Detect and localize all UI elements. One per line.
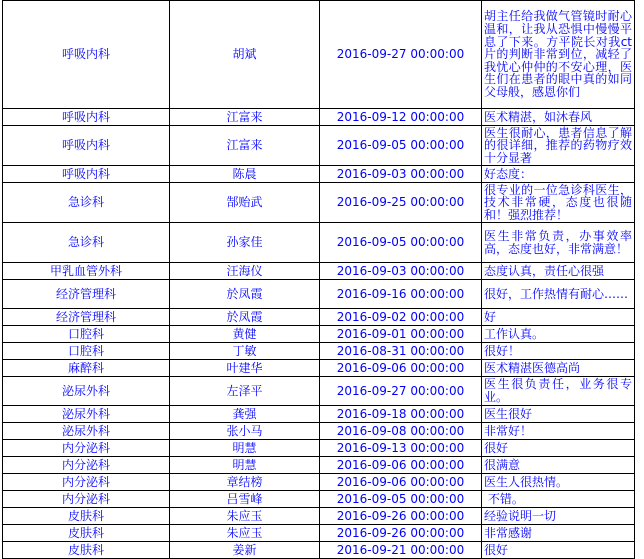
datetime-cell: 2016-09-06 00:00:00 xyxy=(320,457,482,474)
datetime-cell: 2016-09-12 00:00:00 xyxy=(320,109,482,126)
datetime-cell: 2016-09-02 00:00:00 xyxy=(320,309,482,326)
comment-cell: 医术精湛，如沐春风 xyxy=(482,109,635,126)
comment-cell: 医生非常负责，办事效率高，态度也好，非常满意！ xyxy=(482,223,635,263)
department-cell: 口腔科 xyxy=(3,326,170,343)
department-cell: 泌尿外科 xyxy=(3,377,170,406)
comment-cell: 非常好！ xyxy=(482,423,635,440)
department-cell: 皮肤科 xyxy=(3,525,170,542)
comment-cell: 经验说明一切 xyxy=(482,508,635,525)
department-cell: 内分泌科 xyxy=(3,440,170,457)
comment-cell: 很专业的一位急诊科医生，技术非常硬，态度也很随和！强烈推荐！ xyxy=(482,183,635,223)
department-cell: 呼吸内科 xyxy=(3,166,170,183)
doctor-cell: 明慧 xyxy=(170,440,320,457)
department-cell: 泌尿外科 xyxy=(3,423,170,440)
comment-cell: 不错。 xyxy=(482,491,635,508)
table-row xyxy=(3,309,635,326)
department-cell: 急诊科 xyxy=(3,223,170,263)
table-row xyxy=(3,126,635,166)
comment-cell: 工作认真。 xyxy=(482,326,635,343)
review-table xyxy=(2,0,635,559)
table-row xyxy=(3,508,635,525)
doctor-cell: 孙家佳 xyxy=(170,223,320,263)
comment-cell: 态度认真，责任心很强 xyxy=(482,263,635,280)
table-row xyxy=(3,223,635,263)
comment-cell: 非常感谢 xyxy=(482,525,635,542)
doctor-cell: 章结榜 xyxy=(170,474,320,491)
comment-cell: 很好 xyxy=(482,542,635,559)
table-row xyxy=(3,326,635,343)
datetime-cell: 2016-09-13 00:00:00 xyxy=(320,440,482,457)
department-cell: 麻醉科 xyxy=(3,360,170,377)
department-cell: 呼吸内科 xyxy=(3,1,170,109)
doctor-cell: 黄健 xyxy=(170,326,320,343)
datetime-cell: 2016-09-01 00:00:00 xyxy=(320,326,482,343)
comment-cell: 很好！ xyxy=(482,343,635,360)
table-row xyxy=(3,377,635,406)
datetime-cell: 2016-09-18 00:00:00 xyxy=(320,406,482,423)
comment-cell: 医术精湛医德高尚 xyxy=(482,360,635,377)
table-row xyxy=(3,525,635,542)
department-cell: 呼吸内科 xyxy=(3,109,170,126)
table-row xyxy=(3,542,635,559)
comment-cell: 很满意 xyxy=(482,457,635,474)
table-row xyxy=(3,280,635,309)
datetime-cell: 2016-09-05 00:00:00 xyxy=(320,223,482,263)
doctor-cell: 左泽平 xyxy=(170,377,320,406)
datetime-cell: 2016-09-26 00:00:00 xyxy=(320,525,482,542)
comment-cell: 医生很负责任，业务很专业。 xyxy=(482,377,635,406)
doctor-cell: 郜贻武 xyxy=(170,183,320,223)
table-row xyxy=(3,423,635,440)
comment-cell: 很好，工作热情有耐心…… xyxy=(482,280,635,309)
table-row xyxy=(3,109,635,126)
comment-cell: 医生很耐心，患者信息了解的很详细，推荐的药物疗效十分显著 xyxy=(482,126,635,166)
doctor-cell: 於凤霞 xyxy=(170,280,320,309)
doctor-cell: 明慧 xyxy=(170,457,320,474)
table-row xyxy=(3,491,635,508)
department-cell: 甲乳血管外科 xyxy=(3,263,170,280)
table-row xyxy=(3,166,635,183)
department-cell: 内分泌科 xyxy=(3,474,170,491)
department-cell: 内分泌科 xyxy=(3,491,170,508)
datetime-cell: 2016-09-16 00:00:00 xyxy=(320,280,482,309)
datetime-cell: 2016-09-21 00:00:00 xyxy=(320,542,482,559)
datetime-cell: 2016-09-27 00:00:00 xyxy=(320,1,482,109)
department-cell: 呼吸内科 xyxy=(3,126,170,166)
datetime-cell: 2016-09-03 00:00:00 xyxy=(320,263,482,280)
table-row xyxy=(3,343,635,360)
department-cell: 经济管理科 xyxy=(3,309,170,326)
department-cell: 泌尿外科 xyxy=(3,406,170,423)
department-cell: 口腔科 xyxy=(3,343,170,360)
comment-cell: 医生很好 xyxy=(482,406,635,423)
table-row xyxy=(3,406,635,423)
department-cell: 皮肤科 xyxy=(3,508,170,525)
comment-cell: 好态度： xyxy=(482,166,635,183)
doctor-cell: 陈晨 xyxy=(170,166,320,183)
department-cell: 皮肤科 xyxy=(3,542,170,559)
doctor-cell: 吕雪峰 xyxy=(170,491,320,508)
doctor-cell: 张小马 xyxy=(170,423,320,440)
doctor-cell: 朱应玉 xyxy=(170,525,320,542)
table-row xyxy=(3,1,635,109)
department-cell: 急诊科 xyxy=(3,183,170,223)
datetime-cell: 2016-09-27 00:00:00 xyxy=(320,377,482,406)
datetime-cell: 2016-08-31 00:00:00 xyxy=(320,343,482,360)
department-cell: 经济管理科 xyxy=(3,280,170,309)
datetime-cell: 2016-09-08 00:00:00 xyxy=(320,423,482,440)
datetime-cell: 2016-09-06 00:00:00 xyxy=(320,360,482,377)
datetime-cell: 2016-09-03 00:00:00 xyxy=(320,166,482,183)
table-row xyxy=(3,440,635,457)
datetime-cell: 2016-09-05 00:00:00 xyxy=(320,491,482,508)
table-row xyxy=(3,183,635,223)
doctor-cell: 龚强 xyxy=(170,406,320,423)
doctor-cell: 胡斌 xyxy=(170,1,320,109)
datetime-cell: 2016-09-05 00:00:00 xyxy=(320,126,482,166)
table-row xyxy=(3,263,635,280)
doctor-cell: 江富来 xyxy=(170,126,320,166)
doctor-cell: 朱应玉 xyxy=(170,508,320,525)
table-row xyxy=(3,457,635,474)
doctor-cell: 於凤霞 xyxy=(170,309,320,326)
comment-cell: 好 xyxy=(482,309,635,326)
datetime-cell: 2016-09-06 00:00:00 xyxy=(320,474,482,491)
datetime-cell: 2016-09-25 00:00:00 xyxy=(320,183,482,223)
doctor-cell: 叶建华 xyxy=(170,360,320,377)
table-row xyxy=(3,474,635,491)
comment-cell: 很好 xyxy=(482,440,635,457)
doctor-cell: 江富来 xyxy=(170,109,320,126)
table-row xyxy=(3,360,635,377)
datetime-cell: 2016-09-26 00:00:00 xyxy=(320,508,482,525)
doctor-cell: 丁敏 xyxy=(170,343,320,360)
department-cell: 内分泌科 xyxy=(3,457,170,474)
doctor-cell: 姜新 xyxy=(170,542,320,559)
comment-cell: 医生人很热情。 xyxy=(482,474,635,491)
comment-cell: 胡主任给我做气管镜时耐心温和，让我从恐惧中慢慢平息了下来。方平院长对我ct片的判断非常到位，减轻了我忧心仲仲的不安心理，医生们在患者的眼中真的如同父母般，感恩你们 xyxy=(482,1,635,109)
doctor-cell: 汪海仪 xyxy=(170,263,320,280)
